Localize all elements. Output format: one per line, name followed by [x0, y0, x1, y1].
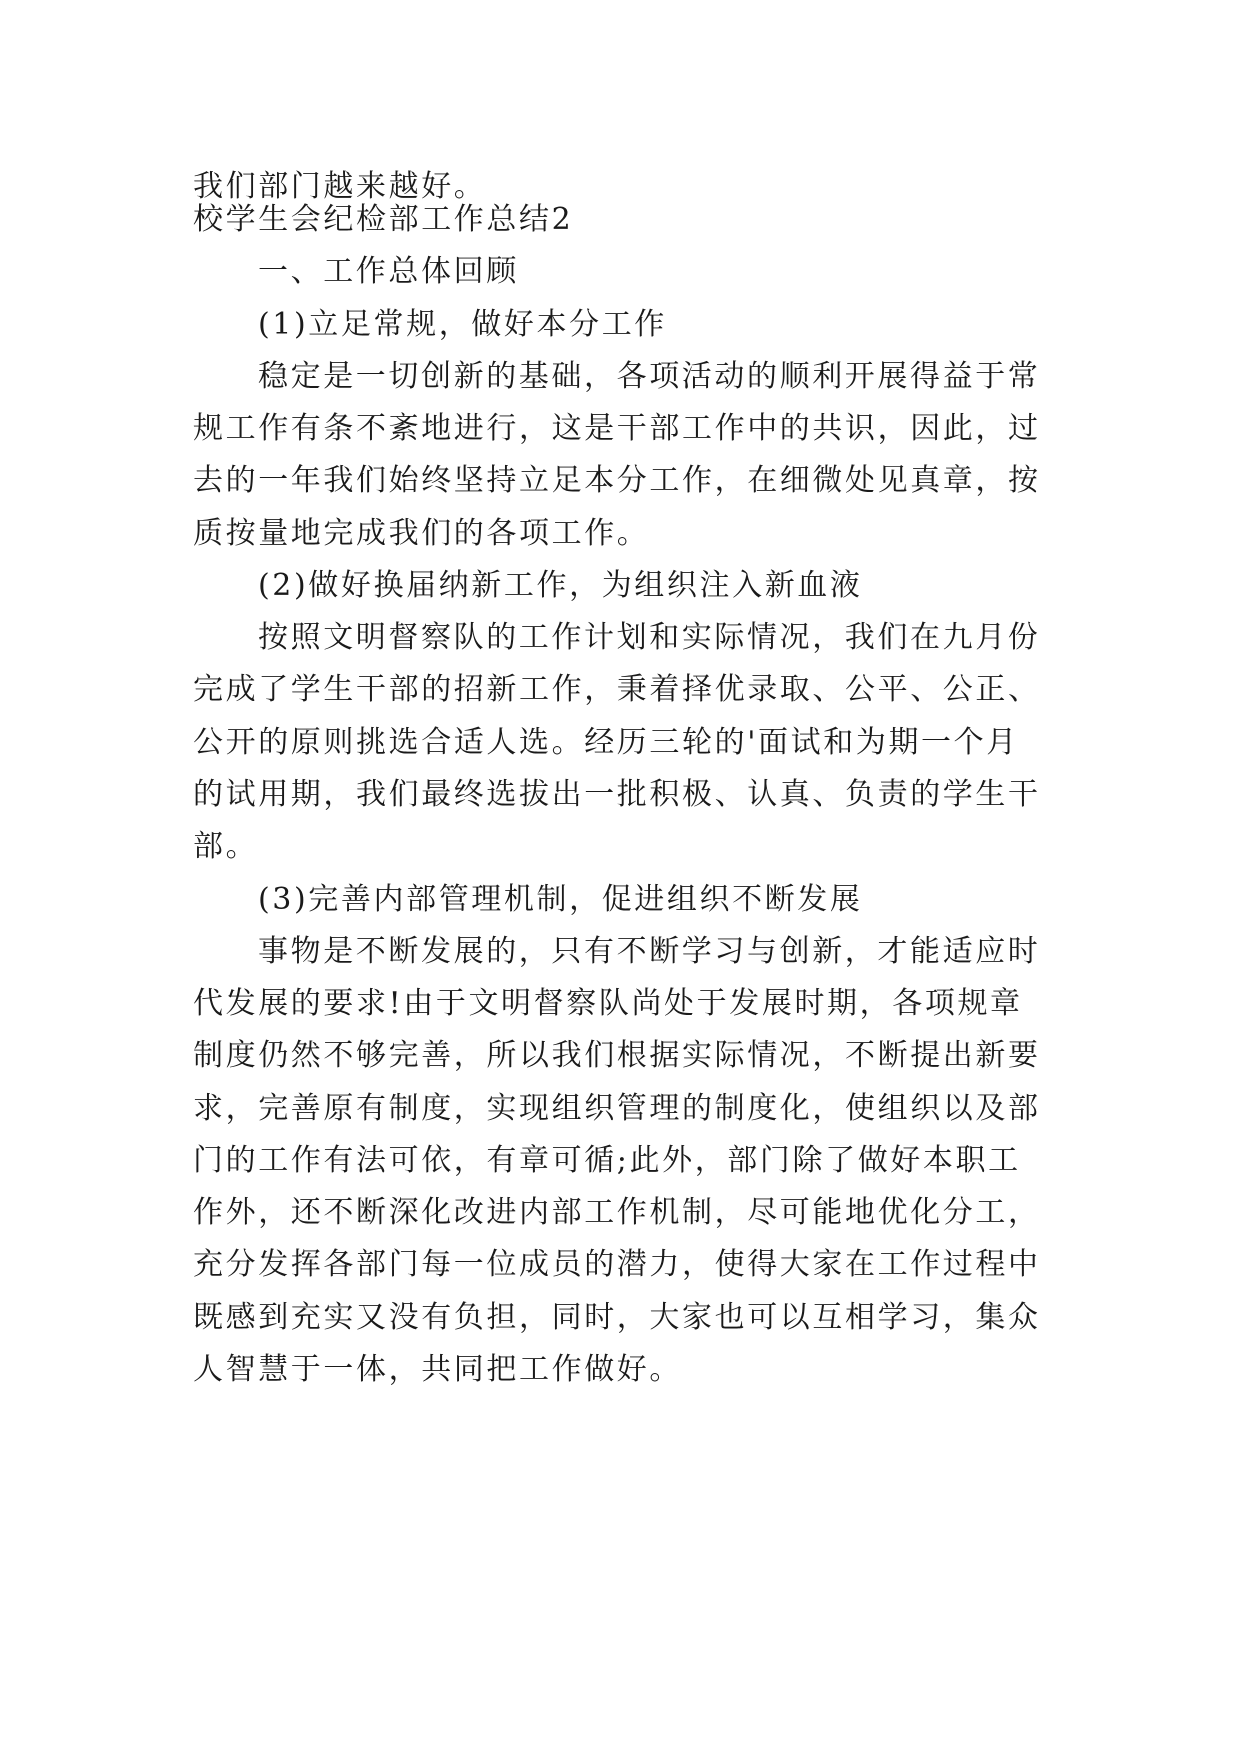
paragraph-1-line: 去的一年我们始终坚持立足本分工作，在细微处见真章，按 [193, 463, 1041, 498]
paragraph-3-line: 门的工作有法可依，有章可循;此外，部门除了做好本职工 [193, 1143, 1021, 1178]
paragraph-3-line: 事物是不断发展的，只有不断学习与创新，才能适应时 [258, 934, 1041, 969]
subheading-3: (3)完善内部管理机制，促进组织不断发展 [258, 882, 863, 917]
body-text-line: 我们部门越来越好。 [193, 169, 487, 204]
paragraph-3-line: 充分发挥各部门每一位成员的潜力，使得大家在工作过程中 [193, 1247, 1041, 1282]
paragraph-3-line: 作外，还不断深化改进内部工作机制，尽可能地优化分工， [193, 1195, 1041, 1230]
paragraph-2-line: 部。 [193, 829, 259, 864]
paragraph-1-line: 稳定是一切创新的基础，各项活动的顺利开展得益于常 [258, 359, 1041, 394]
paragraph-3-line: 人智慧于一体，共同把工作做好。 [193, 1352, 682, 1387]
paragraph-2-line: 完成了学生干部的招新工作，秉着择优录取、公平、公正、 [193, 672, 1041, 707]
paragraph-3-line: 求，完善原有制度，实现组织管理的制度化，使组织以及部 [193, 1091, 1041, 1126]
paragraph-3-line: 制度仍然不够完善，所以我们根据实际情况，不断提出新要 [193, 1038, 1041, 1073]
paragraph-1-line: 质按量地完成我们的各项工作。 [193, 516, 650, 551]
section-title: 校学生会纪检部工作总结2 [193, 202, 574, 237]
paragraph-3-line: 既感到充实又没有负担，同时，大家也可以互相学习，集众 [193, 1300, 1041, 1335]
paragraph-2-line: 按照文明督察队的工作计划和实际情况，我们在九月份 [258, 620, 1041, 655]
paragraph-3-line: 代发展的要求!由于文明督察队尚处于发展时期，各项规章 [193, 986, 1023, 1021]
subheading-2: (2)做好换届纳新工作，为组织注入新血液 [258, 568, 863, 603]
paragraph-1-line: 规工作有条不紊地进行，这是干部工作中的共识，因此，过 [193, 411, 1041, 446]
heading-overview: 一、工作总体回顾 [258, 254, 519, 289]
paragraph-2-line: 公开的原则挑选合适人选。经历三轮的'面试和为期一个月 [193, 725, 1019, 760]
subheading-1: (1)立足常规，做好本分工作 [258, 307, 667, 342]
paragraph-2-line: 的试用期，我们最终选拔出一批积极、认真、负责的学生干 [193, 777, 1041, 812]
